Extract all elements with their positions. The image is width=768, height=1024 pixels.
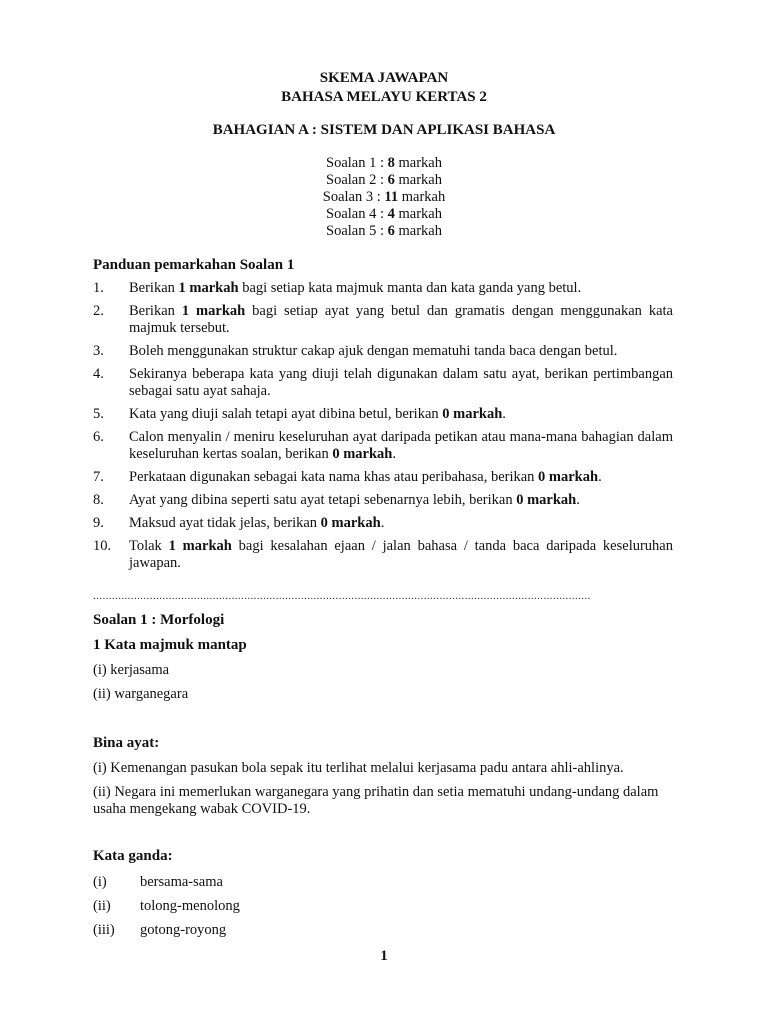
marks-item: Soalan 3 : 11 markah bbox=[322, 189, 446, 205]
sentence-item: (i) Kemenangan pasukan bola sepak itu terlihat melalui kerjasama padu antara ahli-ahlinya. bbox=[93, 760, 624, 776]
document-title: SKEMA JAWAPAN bbox=[319, 70, 449, 86]
answer-item: (ii) warganegara bbox=[93, 686, 189, 702]
guide-item: 9. Maksud ayat tidak jelas, berikan 0 markah. bbox=[93, 515, 385, 531]
reduplication-heading: Kata ganda: bbox=[93, 848, 173, 864]
answer-item: (i) kerjasama bbox=[93, 662, 170, 678]
reduplication-item: (ii) tolong-menolong bbox=[93, 898, 240, 914]
question-heading: Soalan 1 : Morfologi bbox=[93, 612, 225, 628]
guide-item: 3. Boleh menggunakan struktur cakap ajuk dengan mematuhi tanda baca dengan betul. bbox=[93, 343, 618, 359]
marks-item: Soalan 4 : 4 markah bbox=[326, 206, 442, 222]
page-number: 1 bbox=[380, 948, 388, 964]
sentence-heading: Bina ayat: bbox=[93, 735, 160, 751]
guide-heading: Panduan pemarkahan Soalan 1 bbox=[93, 257, 295, 273]
reduplication-item: (i) bersama-sama bbox=[93, 874, 223, 890]
document-subtitle: BAHASA MELAYU KERTAS 2 bbox=[281, 89, 487, 105]
guide-item: 10. Tolak 1 markah bagi kesalahan ejaan / jalan bahasa / tanda baca daripada keseluruhan jawapan. bbox=[93, 538, 673, 571]
marks-item: Soalan 2 : 6 markah bbox=[326, 172, 442, 188]
marks-item: Soalan 5 : 6 markah bbox=[326, 223, 442, 239]
guide-item: 7. Perkataan digunakan sebagai kata nama khas atau peribahasa, berikan 0 markah. bbox=[93, 469, 602, 485]
guide-list bbox=[93, 280, 673, 578]
reduplication-item: (iii) gotong-royong bbox=[93, 922, 227, 938]
question-subheading: 1 Kata majmuk mantap bbox=[93, 637, 247, 653]
guide-item: 2. Berikan 1 markah bagi setiap ayat yang betul dan gramatis dengan menggunakan kata majmuk tersebut. bbox=[93, 303, 673, 336]
guide-item: 8. Ayat yang dibina seperti satu ayat tetapi sebenarnya lebih, berikan 0 markah. bbox=[93, 492, 580, 508]
section-title: BAHAGIAN A : SISTEM DAN APLIKASI BAHASA bbox=[212, 122, 556, 138]
marks-item: Soalan 1 : 8 markah bbox=[326, 155, 442, 171]
guide-item: 6. Calon menyalin / meniru keseluruhan ayat daripada petikan atau mana-mana bahagian dalam keseluruhan kertas soalan, berikan 0 markah. bbox=[93, 429, 673, 462]
guide-item: 5. Kata yang diuji salah tetapi ayat dibina betul, berikan 0 markah. bbox=[93, 406, 506, 422]
guide-item: 4. Sekiranya beberapa kata yang diuji telah digunakan dalam satu ayat, berikan pertimbangan sebagai satu ayat sahaja. bbox=[93, 366, 673, 399]
guide-item: 1. Berikan 1 markah bagi setiap kata majmuk manta dan kata ganda yang betul. bbox=[93, 280, 582, 296]
sentence-item: (ii) Negara ini memerlukan warganegara yang prihatin dan setia mematuhi undang-undang dalam usaha mengekang wabak COVID-19. bbox=[93, 784, 659, 817]
marks-list bbox=[0, 155, 768, 240]
dotted-separator: .............................................................................................................................................................. bbox=[93, 590, 591, 602]
